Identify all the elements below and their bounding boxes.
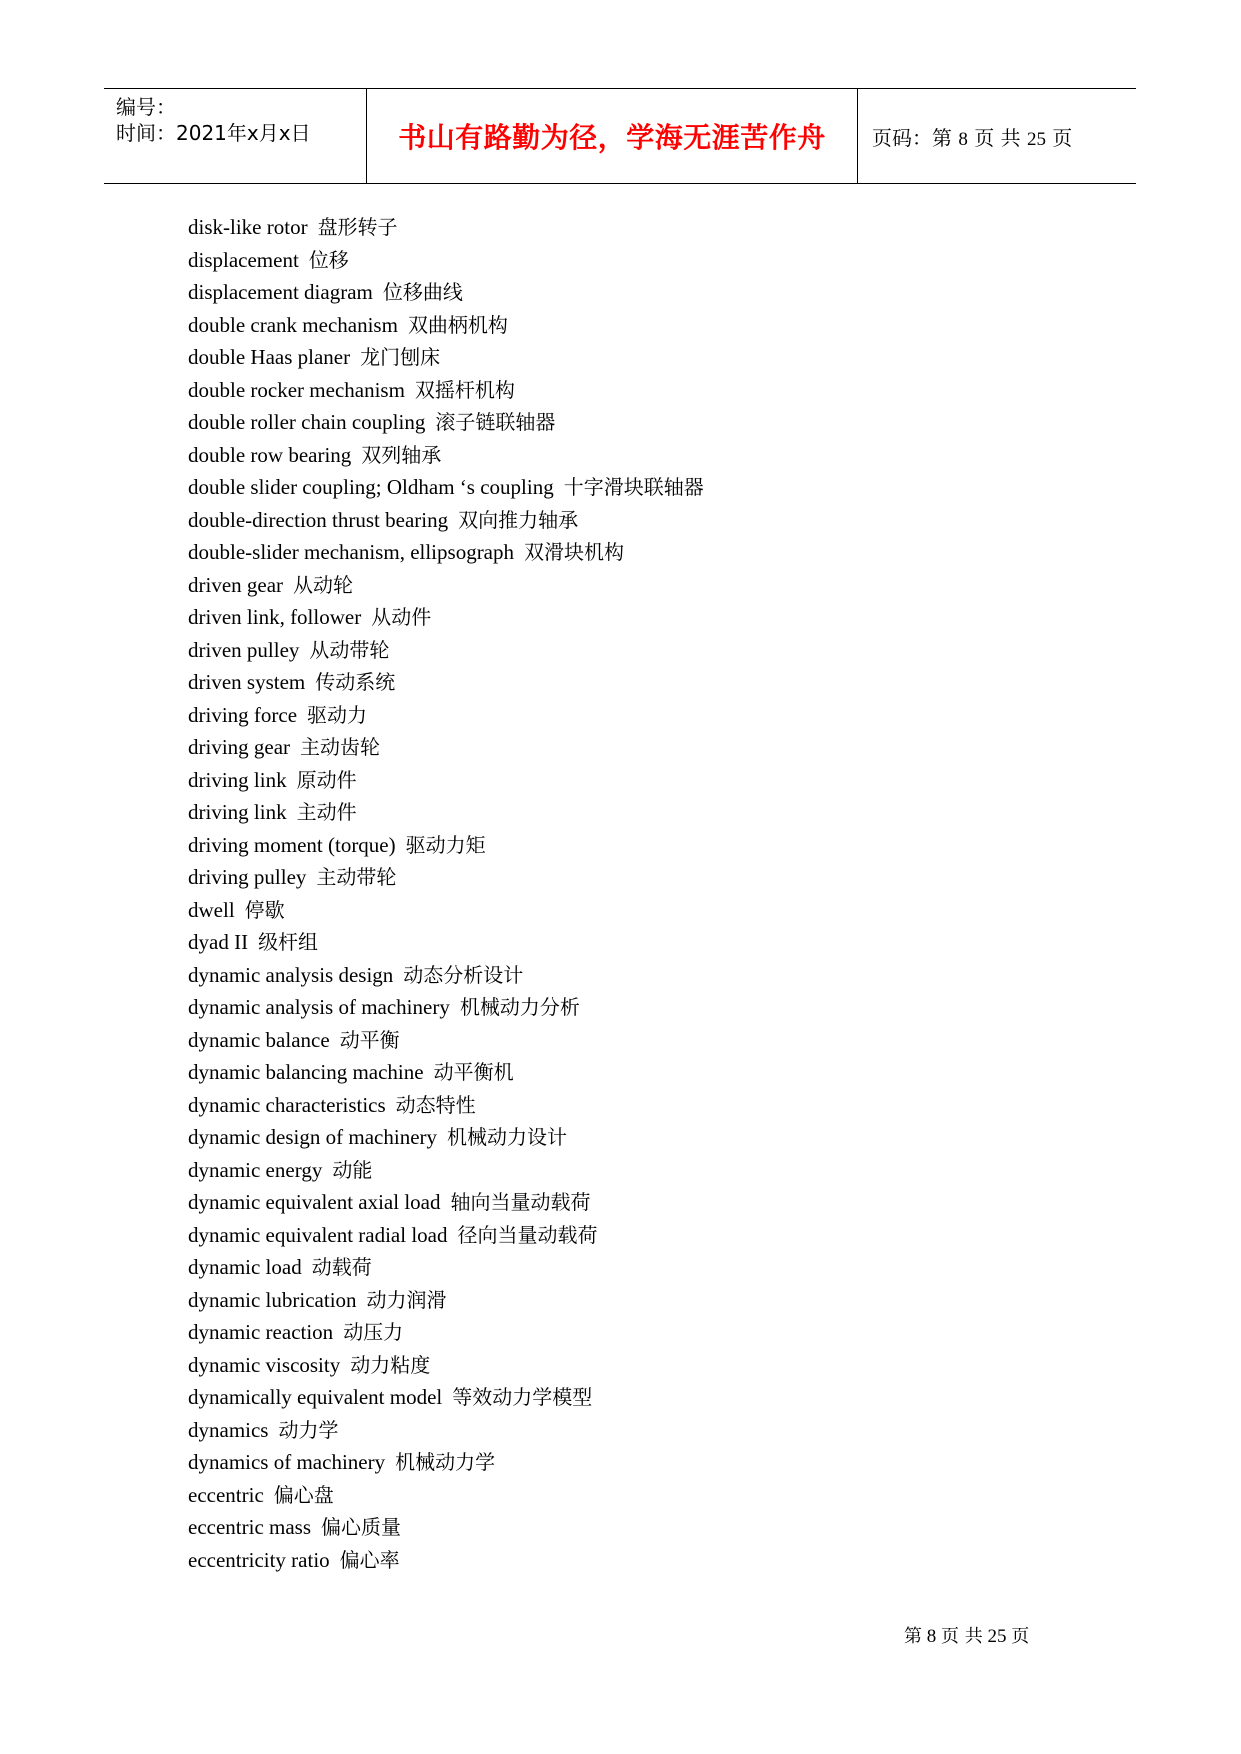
entry-chinese-term: 主动带轮 [316, 865, 397, 889]
entry-english-term: driven gear [188, 572, 284, 597]
entry-chinese-term: 轴向当量动载荷 [450, 1190, 591, 1214]
glossary-entry [188, 861, 1088, 894]
entry-english-term: dynamically equivalent model [188, 1385, 443, 1409]
glossary-entry [188, 1349, 1088, 1382]
entry-chinese-term: 驱动力矩 [405, 832, 486, 857]
entry-english-term: driving link [188, 767, 287, 792]
entry-chinese-term: 动态分析设计 [403, 962, 524, 987]
footer-prefix: 第 [904, 1626, 922, 1647]
entry-chinese-term: 动能 [332, 1157, 373, 1182]
glossary-entry [188, 1544, 1088, 1577]
entry-english-term: displacement diagram [188, 280, 373, 304]
entry-english-term: double slider coupling; Oldham ‘s coupling [188, 475, 554, 499]
entry-english-term: dynamic balancing machine [188, 1060, 424, 1084]
entry-chinese-term: 双曲柄机构 [407, 312, 508, 337]
glossary-entry [188, 471, 1088, 504]
entry-english-term: dynamic reaction [188, 1320, 334, 1344]
glossary-entry [188, 699, 1088, 732]
page-header [104, 88, 1136, 184]
entry-english-term: dynamic lubrication [188, 1287, 357, 1312]
entry-english-term: double-direction thrust bearing [188, 507, 449, 532]
entry-chinese-term: 双列轴承 [361, 442, 442, 467]
entry-chinese-term: 机械动力学 [395, 1450, 496, 1474]
entry-chinese-term: 滚子链联轴器 [435, 410, 556, 434]
entry-chinese-term: 机械动力设计 [447, 1125, 568, 1149]
entry-english-term: double roller chain coupling [188, 410, 426, 434]
entry-chinese-term: 龙门刨床 [360, 345, 441, 369]
glossary-entry [188, 796, 1088, 829]
entry-english-term: driven system [188, 670, 306, 694]
page-footer [904, 1622, 1029, 1648]
glossary-entry [188, 894, 1088, 927]
page-code-suffix: 页 [1052, 125, 1073, 150]
glossary-entry [188, 1154, 1088, 1187]
entry-chinese-term: 从动件 [371, 605, 432, 629]
glossary-entry [188, 601, 1088, 634]
entry-english-term: dynamic equivalent radial load [188, 1222, 448, 1247]
entry-english-term: dynamic energy [188, 1157, 323, 1182]
entry-english-term: driving link [188, 800, 287, 824]
glossary-entry [188, 1381, 1088, 1414]
entry-chinese-term: 动态特性 [395, 1092, 476, 1117]
entry-chinese-term: 等效动力学模型 [452, 1385, 593, 1409]
entry-english-term: dynamic analysis of machinery [188, 995, 450, 1019]
entry-chinese-term: 动力润滑 [366, 1287, 447, 1312]
entry-english-term: dyad II [188, 930, 249, 954]
entry-english-term: dynamic viscosity [188, 1352, 341, 1377]
entry-english-term: dynamics [188, 1417, 269, 1442]
glossary-list [188, 211, 1088, 1576]
entry-english-term: eccentricity ratio [188, 1547, 330, 1572]
header-motto-cell [367, 89, 858, 183]
glossary-entry [188, 276, 1088, 309]
glossary-entry [188, 1056, 1088, 1089]
glossary-entry [188, 374, 1088, 407]
glossary-entry [188, 341, 1088, 374]
entry-english-term: driving force [188, 702, 298, 727]
glossary-entry [188, 1186, 1088, 1219]
glossary-entry [188, 1479, 1088, 1512]
page-code-prefix: 页码：第 [872, 125, 952, 150]
entry-chinese-term: 机械动力分析 [459, 995, 580, 1019]
glossary-entry [188, 634, 1088, 667]
entry-chinese-term: 双向推力轴承 [458, 507, 579, 532]
entry-english-term: double Haas planer [188, 345, 351, 369]
entry-chinese-term: 位移曲线 [382, 280, 463, 304]
header-page-code-cell [858, 89, 1136, 183]
entry-chinese-term: 径向当量动载荷 [457, 1222, 598, 1247]
footer-page-current: 8 [926, 1626, 937, 1647]
footer-suffix: 页 [1011, 1626, 1030, 1647]
glossary-entry [188, 829, 1088, 862]
entry-chinese-term: 偏心质量 [321, 1515, 402, 1539]
entry-english-term: dynamic design of machinery [188, 1125, 438, 1149]
header-page-code [872, 122, 1072, 151]
glossary-entry [188, 439, 1088, 472]
entry-chinese-term: 驱动力 [307, 702, 368, 727]
glossary-entry [188, 666, 1088, 699]
entry-chinese-term: 动平衡 [339, 1027, 400, 1052]
glossary-entry [188, 211, 1088, 244]
entry-english-term: disk-like rotor [188, 215, 308, 239]
page-code-total: 25 [1026, 128, 1046, 150]
glossary-entry [188, 764, 1088, 797]
footer-page-total: 25 [987, 1626, 1007, 1647]
glossary-entry [188, 406, 1088, 439]
entry-chinese-term: 偏心盘 [273, 1482, 334, 1507]
glossary-entry [188, 1089, 1088, 1122]
page-code-mid: 页 共 [974, 125, 1021, 150]
glossary-entry [188, 991, 1088, 1024]
glossary-entry [188, 1251, 1088, 1284]
glossary-entry [188, 959, 1088, 992]
entry-chinese-term: 级杆组 [258, 930, 319, 954]
glossary-entry [188, 1121, 1088, 1154]
entry-chinese-term: 停歇 [244, 897, 285, 922]
page-code-current: 8 [958, 128, 968, 150]
glossary-entry [188, 926, 1088, 959]
glossary-entry [188, 731, 1088, 764]
entry-chinese-term: 从动轮 [293, 572, 354, 597]
entry-english-term: double-slider mechanism, ellipsograph [188, 540, 515, 564]
entry-english-term: eccentric mass [188, 1515, 312, 1539]
footer-mid: 页 共 [941, 1626, 983, 1647]
entry-english-term: double crank mechanism [188, 312, 398, 337]
header-info-cell [104, 89, 367, 183]
entry-english-term: double row bearing [188, 442, 352, 467]
entry-chinese-term: 原动件 [296, 767, 357, 792]
entry-english-term: dynamics of machinery [188, 1450, 386, 1474]
glossary-entry [188, 536, 1088, 569]
entry-english-term: driving moment (torque) [188, 832, 396, 857]
glossary-entry [188, 569, 1088, 602]
entry-english-term: dynamic characteristics [188, 1092, 386, 1117]
entry-english-term: dynamic load [188, 1255, 302, 1279]
glossary-entry [188, 1219, 1088, 1252]
entry-english-term: dynamic balance [188, 1027, 330, 1052]
entry-chinese-term: 主动件 [296, 800, 357, 824]
entry-english-term: driving gear [188, 735, 291, 759]
glossary-entry [188, 1284, 1088, 1317]
entry-chinese-term: 十字滑块联轴器 [563, 475, 704, 499]
entry-chinese-term: 传动系统 [315, 670, 396, 694]
entry-english-term: displacement [188, 247, 299, 272]
entry-english-term: double rocker mechanism [188, 377, 405, 402]
entry-english-term: driven pulley [188, 637, 300, 662]
entry-chinese-term: 双滑块机构 [524, 540, 625, 564]
entry-chinese-term: 双摇杆机构 [414, 377, 515, 402]
glossary-entry [188, 1446, 1088, 1479]
entry-chinese-term: 从动带轮 [309, 637, 390, 662]
document-number-label: 编号： [116, 95, 176, 119]
glossary-entry [188, 1316, 1088, 1349]
entry-chinese-term: 动力粘度 [350, 1352, 431, 1377]
entry-english-term: eccentric [188, 1482, 264, 1507]
glossary-entry [188, 309, 1088, 342]
glossary-entry [188, 1511, 1088, 1544]
entry-english-term: dynamic analysis design [188, 962, 394, 987]
entry-chinese-term: 动力学 [278, 1417, 339, 1442]
entry-chinese-term: 动载荷 [311, 1255, 372, 1279]
entry-chinese-term: 盘形转子 [317, 215, 398, 239]
entry-english-term: dwell [188, 897, 235, 922]
entry-chinese-term: 动压力 [343, 1320, 404, 1344]
glossary-entry [188, 1414, 1088, 1447]
entry-chinese-term: 主动齿轮 [300, 735, 381, 759]
entry-english-term: driving pulley [188, 865, 307, 889]
entry-chinese-term: 位移 [308, 247, 349, 272]
header-motto: 书山有路勤为径，学海无涯苦作舟 [398, 121, 826, 154]
entry-english-term: dynamic equivalent axial load [188, 1190, 441, 1214]
glossary-entry [188, 1024, 1088, 1057]
glossary-entry [188, 504, 1088, 537]
document-time-label: 时间：2021年x月x日 [116, 121, 311, 145]
entry-chinese-term: 动平衡机 [433, 1060, 514, 1084]
entry-chinese-term: 偏心率 [339, 1547, 400, 1572]
entry-english-term: driven link, follower [188, 605, 362, 629]
glossary-entry [188, 244, 1088, 277]
